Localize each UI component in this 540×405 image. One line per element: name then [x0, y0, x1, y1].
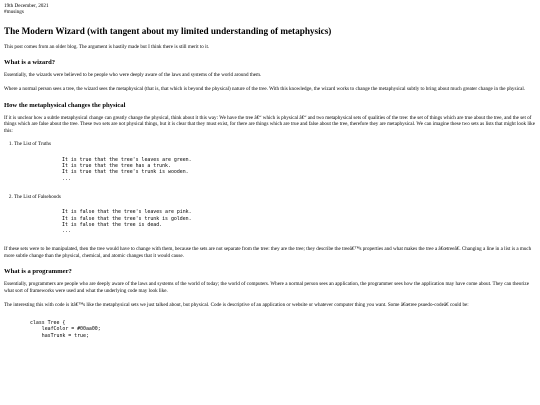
- code-line: It is false that the tree's leaves are pink.: [62, 209, 192, 216]
- code-line: It is true that the tree's leaves are green.: [62, 156, 192, 163]
- code-line: It is true that the tree's trunk is wooden.: [62, 169, 189, 176]
- post-tag: #musings: [4, 9, 24, 16]
- programmer-paragraph-1: Essentially, programmers are people who are deeply aware of the laws and systems of the world of today; the world of computers. Where a normal person sees an application, the programmer sees how the application may have come about. They can theorize what sort of frameworks were used and what the underlying code may look like.: [4, 281, 529, 294]
- code-line: ...: [62, 175, 71, 182]
- code-line: leafColor = #00aa00;: [30, 326, 101, 333]
- list-item: [14, 141, 536, 181]
- post-date: 19th December, 2021: [4, 3, 49, 9]
- wizard-paragraph-2: Where a normal person sees a tree, the wizard sees the metaphysical (that is, that which is beyond the physical) nature of the tree. With this knowledge, the wizard works to change the metaphysical subtly to bring about much greater change in the physical.: [4, 86, 526, 92]
- truths-code-block: [62, 157, 536, 182]
- code-line: class Tree {: [30, 320, 66, 327]
- list-title-truths: 1. The List of Truths: [14, 141, 51, 148]
- list-title-falsehoods: 2. The List of Falsehoods: [14, 193, 61, 200]
- section-heading-metaphysical: How the metaphysical changes the physical: [4, 101, 126, 109]
- code-line: ...: [62, 227, 71, 234]
- code-line: hasTrunk = true;: [30, 332, 89, 339]
- section-heading-programmer: What is a programmer?: [4, 268, 72, 276]
- intro-paragraph: This post comes from an older blog. The argument is hastily made but I think there is still merit to it.: [4, 43, 210, 50]
- tree-code-block: [30, 320, 536, 339]
- code-line: It is false that the tree's trunk is golden.: [62, 215, 192, 222]
- sets-list: [4, 141, 536, 234]
- code-line: It is false that the tree is dead.: [62, 221, 163, 228]
- code-line: It is true that the tree has a trunk.: [62, 163, 171, 170]
- section-heading-wizard: What is a wizard?: [4, 59, 56, 67]
- metaphysical-paragraph-2: If these sets were to be manipulated, then the tree would have to change with them, because the sets are not separate from the tree: they are the tree; they describe the treeâ€™s properties and what makes the tree a â€œtreeâ€. Changing a line in a list is a much more subtle change than the physical, chemical, and atomic changes that it would cause.: [4, 246, 532, 259]
- wizard-paragraph-1: Essentially, the wizards were believed to be people who were deeply aware of the laws and systems of the world around them.: [4, 72, 262, 79]
- programmer-paragraph-2: The interesting this with code is itâ€™s like the metaphysical sets we just talked about, but physical. Code is descriptive of an application or website or whatever computer thing you want. Some â€œtree psuedo-codeâ€ could be:: [4, 301, 469, 308]
- metaphysical-paragraph-1: If it is unclear how a subtle metaphysical change can greatly change the physical, think about it this way: We have the tree â€“ which is physical â€“ and two metaphysical sets of qualities of the tree: the set of things which are true about the tree, and the set of things which are false about the tree. These two sets are not physical things, but it is clear that they must exist, for there are things which are true and false about the tree, therefore they are metaphysical. We can imagine these two sets as lists that might look like this:: [4, 114, 535, 134]
- falsehoods-code-block: [62, 209, 536, 234]
- article: [4, 3, 536, 351]
- list-item: [14, 194, 536, 234]
- page-title: The Modern Wizard (with tangent about my limited understanding of metaphysics): [4, 25, 332, 36]
